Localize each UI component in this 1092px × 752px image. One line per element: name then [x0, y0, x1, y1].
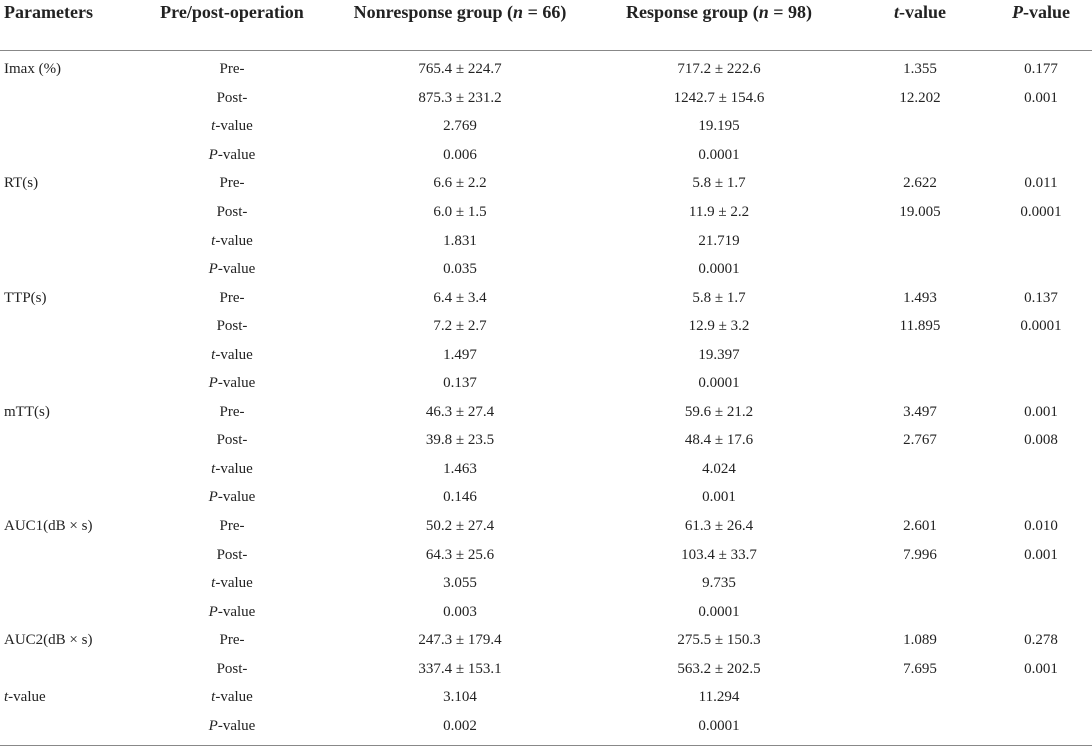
- cell-t-value: 1.493: [903, 289, 937, 306]
- cell-parameter: [0, 112, 132, 141]
- header-t-suffix: -value: [899, 2, 946, 22]
- cell-parameter: [0, 255, 132, 284]
- table-row: [0, 597, 1092, 626]
- cell-pre-post: Post-: [216, 546, 248, 563]
- cell-t-value: [850, 569, 990, 598]
- cell-response: 19.195: [698, 118, 740, 135]
- cell-response: 9.735: [702, 575, 736, 592]
- cell-p-value: [990, 141, 1092, 170]
- cell-parameter: RT(s): [4, 175, 39, 192]
- cell-nonresponse: 7.2 ± 2.7: [433, 318, 487, 335]
- header-p-value: [990, 0, 1092, 51]
- table-row: [0, 112, 1092, 141]
- cell-p-value: 0.008: [1024, 432, 1058, 449]
- cell-response: 0.0001: [698, 603, 740, 620]
- cell-pre-post: Post-: [216, 204, 248, 220]
- cell-pre-post-italic: t: [211, 689, 216, 706]
- cell-pre-post: Pre-: [219, 403, 245, 420]
- cell-t-value: [850, 712, 990, 741]
- table-row: [0, 226, 1092, 255]
- cell-p-value: 0.278: [1024, 632, 1058, 649]
- cell-response: 0.001: [702, 489, 736, 506]
- cell-nonresponse: 6.6 ± 2.2: [433, 175, 487, 192]
- table-row: [0, 51, 1092, 84]
- cell-pre-post-suffix: -value: [215, 118, 253, 135]
- cell-p-value: 0.0001: [1020, 318, 1062, 335]
- cell-nonresponse: 1.497: [443, 346, 477, 363]
- cell-pre-post: Post-: [216, 660, 248, 677]
- table-row: [0, 712, 1092, 741]
- cell-pre-post-suffix: -value: [217, 375, 256, 392]
- cell-response: 5.8 ± 1.7: [692, 289, 746, 306]
- cell-p-value: 0.001: [1024, 403, 1058, 420]
- cell-response: 0.0001: [698, 146, 740, 163]
- cell-parameter: [0, 84, 132, 113]
- cell-nonresponse: 2.769: [443, 118, 477, 135]
- header-response-n: n: [758, 2, 769, 22]
- table-row: [0, 169, 1092, 198]
- cell-pre-post: Pre-: [219, 632, 245, 649]
- cell-parameter: [0, 683, 132, 712]
- table-row: [0, 512, 1092, 541]
- table-row: [0, 198, 1092, 227]
- cell-pre-post-suffix: -value: [215, 575, 253, 592]
- cell-nonresponse: 3.055: [443, 575, 477, 592]
- table-row: [0, 455, 1092, 484]
- cell-pre-post-suffix: -value: [217, 261, 256, 278]
- cell-t-value: [850, 141, 990, 170]
- cell-pre-post: [132, 340, 332, 369]
- cell-parameter: [0, 455, 132, 484]
- cell-parameter-suffix: -value: [8, 689, 46, 706]
- cell-t-value: 7.695: [903, 660, 937, 677]
- cell-nonresponse: 1.831: [443, 232, 477, 249]
- cell-pre-post: Pre-: [219, 61, 245, 78]
- cell-pre-post: [132, 255, 332, 284]
- cell-response: 1242.7 ± 154.6: [673, 89, 765, 106]
- cell-parameter: mTT(s): [4, 403, 50, 420]
- table-row: [0, 369, 1092, 398]
- header-nonresponse-prefix: Nonresponse group (: [353, 2, 514, 22]
- table-bottom-rule: [0, 745, 1092, 746]
- cell-nonresponse: 46.3 ± 27.4: [425, 403, 495, 420]
- cell-nonresponse: 6.0 ± 1.5: [433, 204, 487, 220]
- cell-pre-post-suffix: -value: [215, 689, 253, 706]
- cell-parameter: [0, 712, 132, 741]
- cell-pre-post-suffix: -value: [215, 346, 253, 363]
- cell-nonresponse: 0.035: [443, 261, 477, 278]
- cell-pre-post: Post-: [216, 432, 248, 449]
- cell-t-value: [850, 483, 990, 512]
- cell-p-value: [990, 455, 1092, 484]
- cell-p-value: 0.137: [1024, 289, 1058, 306]
- cell-pre-post-suffix: -value: [217, 603, 256, 620]
- cell-response: 11.294: [698, 689, 740, 706]
- cell-parameter: AUC1(dB × s): [4, 518, 93, 535]
- cell-pre-post-italic: t: [211, 575, 216, 592]
- cell-response: 21.719: [698, 232, 740, 249]
- table-row: [0, 626, 1092, 655]
- table-row: [0, 540, 1092, 569]
- header-p-italic: P: [1012, 2, 1023, 22]
- cell-response: 19.397: [698, 346, 740, 363]
- cell-parameter: [0, 569, 132, 598]
- cell-t-value: 7.996: [903, 546, 937, 563]
- cell-pre-post: [132, 226, 332, 255]
- header-pre-post-operation: Pre/post-operation: [132, 0, 332, 51]
- cell-parameter: [0, 340, 132, 369]
- cell-p-value: [990, 226, 1092, 255]
- cell-p-value: [990, 255, 1092, 284]
- cell-pre-post-italic: t: [211, 460, 216, 477]
- cell-nonresponse: 6.4 ± 3.4: [433, 289, 487, 306]
- cell-pre-post-italic: t: [211, 346, 216, 363]
- cell-t-value: [850, 455, 990, 484]
- cell-parameter: [0, 426, 132, 455]
- cell-nonresponse: 1.463: [443, 460, 477, 477]
- cell-response: 717.2 ± 222.6: [677, 61, 761, 78]
- cell-t-value: 11.895: [899, 318, 941, 335]
- header-response-prefix: Response group (: [626, 2, 759, 22]
- table-row: [0, 283, 1092, 312]
- cell-p-value: [990, 569, 1092, 598]
- cell-pre-post-suffix: -value: [217, 146, 256, 163]
- table-row: [0, 426, 1092, 455]
- cell-response: 61.3 ± 26.4: [684, 518, 754, 535]
- cell-pre-post-suffix: -value: [215, 460, 253, 477]
- table-body: [0, 51, 1092, 741]
- cell-t-value: [850, 255, 990, 284]
- cell-response: 0.0001: [698, 375, 740, 392]
- header-p-suffix: -value: [1023, 2, 1070, 22]
- cell-p-value: [990, 369, 1092, 398]
- header-row: [0, 0, 1092, 51]
- header-t-value: [850, 0, 990, 51]
- cell-t-value: 19.005: [899, 204, 941, 220]
- header-parameters: Parameters: [0, 0, 132, 51]
- cell-nonresponse: 64.3 ± 25.6: [425, 546, 495, 563]
- cell-parameter: [0, 483, 132, 512]
- cell-parameter: [0, 312, 132, 341]
- cell-response: 563.2 ± 202.5: [677, 660, 761, 677]
- cell-parameter: [0, 540, 132, 569]
- cell-nonresponse: 765.4 ± 224.7: [418, 61, 502, 78]
- cell-nonresponse: 50.2 ± 27.4: [425, 518, 495, 535]
- header-response-group: [588, 0, 850, 51]
- cell-t-value: 2.601: [903, 518, 937, 535]
- cell-t-value: 12.202: [899, 89, 941, 106]
- cell-pre-post-suffix: -value: [217, 489, 256, 506]
- cell-t-value: [850, 369, 990, 398]
- cell-p-value: [990, 712, 1092, 741]
- cell-p-value: 0.0001: [1020, 204, 1062, 220]
- cell-pre-post-italic: P: [208, 489, 218, 506]
- cell-pre-post-italic: P: [208, 603, 218, 620]
- cell-nonresponse: 247.3 ± 179.4: [418, 632, 502, 649]
- header-nonresponse-suffix: = 66): [523, 2, 567, 22]
- cell-parameter: Imax (%): [4, 61, 62, 78]
- cell-p-value: 0.001: [1024, 89, 1058, 106]
- cell-pre-post: Pre-: [219, 518, 245, 535]
- cell-t-value: 1.355: [903, 61, 937, 78]
- cell-p-value: [990, 683, 1092, 712]
- cell-parameter: [0, 654, 132, 683]
- cell-t-value: [850, 112, 990, 141]
- table-row: [0, 141, 1092, 170]
- cell-p-value: [990, 483, 1092, 512]
- cell-pre-post-italic: P: [208, 261, 218, 278]
- cell-p-value: 0.177: [1024, 61, 1058, 78]
- cell-pre-post: Post-: [216, 318, 248, 335]
- cell-t-value: 2.767: [903, 432, 937, 449]
- cell-t-value: [850, 226, 990, 255]
- cell-response: 4.024: [702, 460, 736, 477]
- cell-parameter: [0, 369, 132, 398]
- cell-pre-post-italic: t: [211, 118, 216, 135]
- cell-parameter: [0, 198, 132, 227]
- cell-pre-post-suffix: -value: [215, 232, 253, 249]
- table-row: [0, 654, 1092, 683]
- cell-pre-post: [132, 569, 332, 598]
- cell-pre-post: Pre-: [219, 289, 245, 306]
- cell-pre-post: [132, 597, 332, 626]
- table-row: [0, 84, 1092, 113]
- cell-response: 11.9 ± 2.2: [688, 204, 750, 220]
- cell-response: 59.6 ± 21.2: [684, 403, 754, 420]
- table-row: [0, 255, 1092, 284]
- cell-p-value: [990, 597, 1092, 626]
- table-row: [0, 569, 1092, 598]
- cell-p-value: 0.001: [1024, 546, 1058, 563]
- cell-p-value: [990, 340, 1092, 369]
- cell-parameter-italic: t: [4, 689, 9, 706]
- cell-pre-post: [132, 683, 332, 712]
- table-row: [0, 483, 1092, 512]
- table-row: [0, 340, 1092, 369]
- cell-pre-post-italic: t: [211, 232, 216, 249]
- cell-nonresponse: 0.002: [443, 717, 477, 734]
- cell-parameter: [0, 597, 132, 626]
- cell-t-value: 2.622: [903, 175, 937, 192]
- cell-nonresponse: 875.3 ± 231.2: [418, 89, 502, 106]
- cell-response: 0.0001: [698, 261, 740, 278]
- header-t-italic: t: [893, 2, 899, 22]
- cell-response: 103.4 ± 33.7: [681, 546, 757, 563]
- cell-response: 48.4 ± 17.6: [684, 432, 754, 449]
- cell-pre-post-italic: P: [208, 375, 218, 392]
- cell-pre-post: [132, 369, 332, 398]
- cell-nonresponse: 337.4 ± 153.1: [418, 660, 502, 677]
- cell-p-value: [990, 112, 1092, 141]
- cell-pre-post: [132, 455, 332, 484]
- cell-parameter: TTP(s): [4, 289, 47, 306]
- cell-pre-post: Pre-: [219, 175, 245, 192]
- cell-pre-post-italic: P: [208, 717, 218, 734]
- cell-pre-post-italic: P: [208, 146, 218, 163]
- cell-pre-post: [132, 483, 332, 512]
- cell-nonresponse: 0.137: [443, 375, 477, 392]
- cell-parameter: [0, 226, 132, 255]
- cell-p-value: 0.011: [1024, 175, 1058, 192]
- table-row: [0, 683, 1092, 712]
- cell-pre-post: Post-: [216, 89, 248, 106]
- cell-response: 275.5 ± 150.3: [677, 632, 761, 649]
- header-nonresponse-group: [332, 0, 588, 51]
- cell-t-value: [850, 340, 990, 369]
- cell-pre-post: [132, 112, 332, 141]
- header-nonresponse-n: n: [513, 2, 524, 22]
- cell-pre-post: [132, 712, 332, 741]
- cell-nonresponse: 0.006: [443, 146, 477, 163]
- cell-t-value: [850, 683, 990, 712]
- cell-t-value: 1.089: [903, 632, 937, 649]
- cell-pre-post-suffix: -value: [217, 717, 256, 734]
- cell-parameter: AUC2(dB × s): [4, 632, 93, 649]
- cell-t-value: 3.497: [903, 403, 937, 420]
- cell-nonresponse: 0.146: [443, 489, 477, 506]
- header-response-suffix: = 98): [768, 2, 812, 22]
- cell-nonresponse: 0.003: [443, 603, 477, 620]
- cell-response: 12.9 ± 3.2: [688, 318, 750, 335]
- cell-response: 5.8 ± 1.7: [692, 175, 746, 192]
- cell-p-value: 0.001: [1024, 660, 1058, 677]
- table-row: [0, 398, 1092, 427]
- cell-response: 0.0001: [698, 717, 740, 734]
- table-header: [0, 0, 1092, 51]
- table-row: [0, 312, 1092, 341]
- cell-p-value: 0.010: [1024, 518, 1058, 535]
- cell-parameter: [0, 141, 132, 170]
- cell-nonresponse: 3.104: [443, 689, 477, 706]
- cell-t-value: [850, 597, 990, 626]
- cell-pre-post: [132, 141, 332, 170]
- cell-nonresponse: 39.8 ± 23.5: [425, 432, 495, 449]
